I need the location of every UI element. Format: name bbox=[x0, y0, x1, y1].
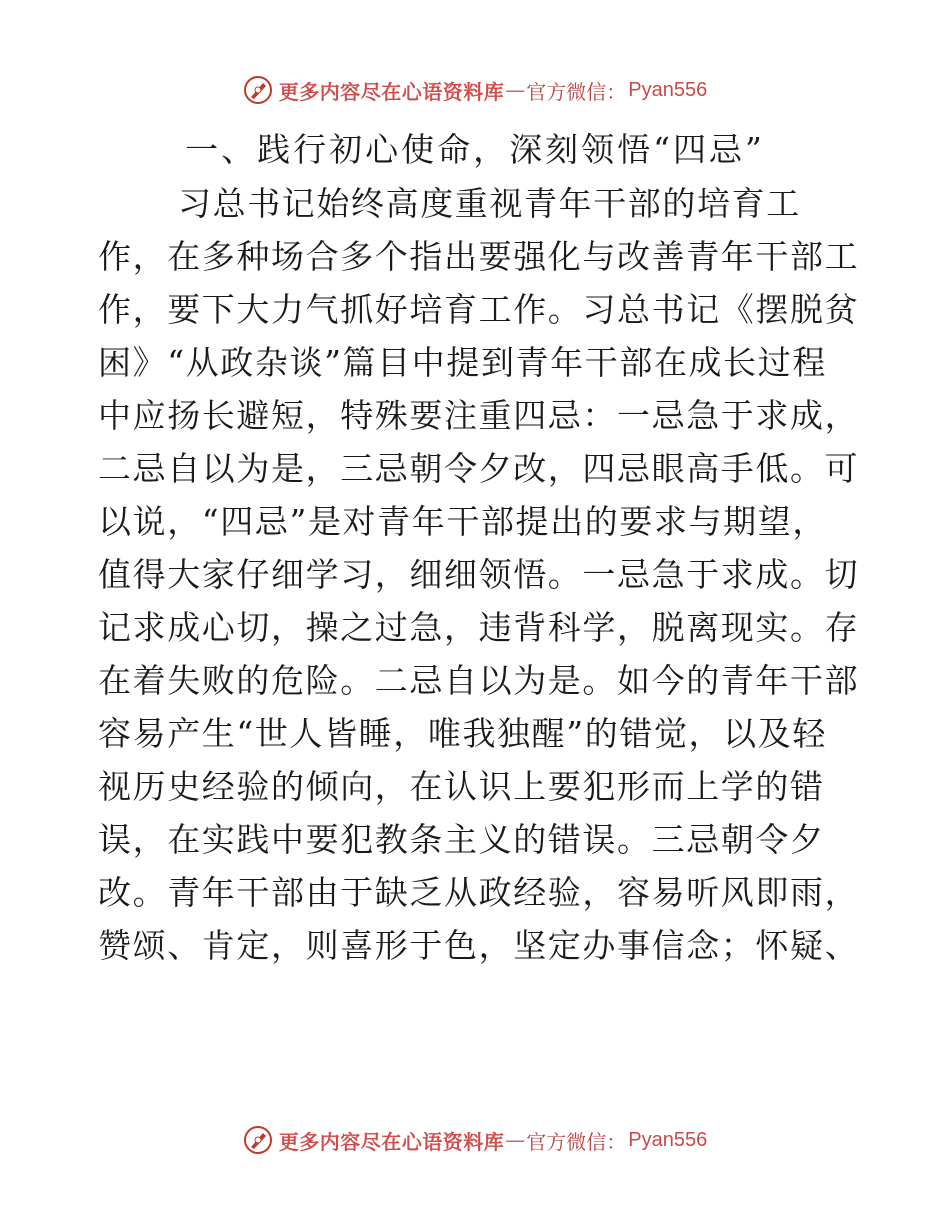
section-heading: 一、践行初心使命，深刻领悟“四忌” bbox=[185, 130, 765, 169]
pen-logo-icon bbox=[243, 1125, 273, 1155]
pen-logo-icon bbox=[243, 75, 273, 105]
paragraph-line: 容易产生“世人皆睡，唯我独醒”的错觉，以及轻 bbox=[98, 714, 827, 753]
paragraph-line: 习总书记始终高度重视青年干部的培育工 bbox=[178, 184, 801, 223]
watermark-site-text: 更多内容尽在心语资料库 bbox=[278, 1129, 505, 1154]
paragraph-line: 困》“从政杂谈”篇目中提到青年干部在成长过程 bbox=[98, 343, 827, 382]
watermark-dash: — bbox=[505, 1128, 526, 1152]
watermark-site-text: 更多内容尽在心语资料库 bbox=[278, 79, 505, 104]
paragraph-line: 中应扬长避短，特殊要注重四忌：一忌急于求成， bbox=[98, 396, 860, 435]
paragraph-line: 值得大家仔细学习，细细领悟。一忌急于求成。切 bbox=[98, 555, 860, 594]
paragraph-line: 记求成心切，操之过急，违背科学，脱离现实。存 bbox=[98, 608, 860, 647]
watermark-dash: — bbox=[505, 78, 526, 102]
watermark-label: 官方微信： bbox=[526, 79, 627, 104]
paragraph-line: 以说，“四忌”是对青年干部提出的要求与期望， bbox=[98, 502, 827, 541]
paragraph-line: 赞颂、肯定，则喜形于色，坚定办事信念；怀疑、 bbox=[98, 926, 860, 965]
body-paragraph bbox=[98, 177, 860, 972]
watermark-id: Pyan556 bbox=[628, 78, 708, 101]
watermark-header bbox=[0, 70, 950, 110]
watermark-id: Pyan556 bbox=[628, 1128, 708, 1151]
paragraph-line: 作，要下大力气抓好培育工作。习总书记《摆脱贫 bbox=[98, 290, 860, 329]
watermark-footer bbox=[0, 1120, 950, 1160]
paragraph-line: 作，在多种场合多个指出要强化与改善青年干部工 bbox=[98, 237, 860, 276]
paragraph-line: 二忌自以为是，三忌朝令夕改，四忌眼高手低。可 bbox=[98, 449, 860, 488]
paragraph-line: 在着失败的危险。二忌自以为是。如今的青年干部 bbox=[98, 661, 860, 700]
paragraph-line: 误，在实践中要犯教条主义的错误。三忌朝令夕 bbox=[98, 820, 825, 859]
watermark-label: 官方微信： bbox=[526, 1129, 627, 1154]
paragraph-line: 视历史经验的倾向，在认识上要犯形而上学的错 bbox=[98, 767, 825, 806]
paragraph-line: 改。青年干部由于缺乏从政经验，容易听风即雨， bbox=[98, 873, 860, 912]
